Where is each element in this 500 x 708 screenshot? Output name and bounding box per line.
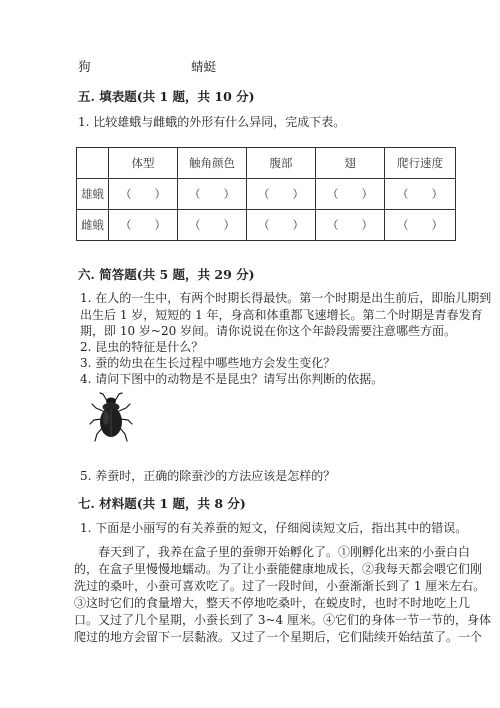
blank-cell[interactable]: （ ） xyxy=(109,210,178,241)
section-6-question-4: 4. 请问下图中的动物是不是昆虫？请写出你判断的依据。 xyxy=(80,372,384,386)
story-line: 的，在盒子里慢慢地蠕动。为了让小蚕能健康地成长，②我每天都会喂它们刚 xyxy=(74,562,483,576)
word-dragonfly: 蜻蜓 xyxy=(191,59,217,74)
blank-cell[interactable]: （ ） xyxy=(247,210,316,241)
table-header-cell: 翅 xyxy=(316,148,385,179)
section-6-question-5: 5. 养蚕时，正确的除蚕沙的方法应该是怎样的？ xyxy=(80,469,336,483)
question-line: 1. 在人的一生中，有两个时期长得最快。第一个时期是出生前后，即胎儿期到 xyxy=(80,291,492,305)
table-header-cell: 触角颜色 xyxy=(178,148,247,179)
table-header-cell xyxy=(77,148,109,179)
beetle-icon xyxy=(88,392,134,444)
row-label-male-moth: 雄蛾 xyxy=(77,179,109,210)
table-row xyxy=(77,179,456,210)
blank-cell[interactable]: （ ） xyxy=(109,179,178,210)
blank-cell[interactable]: （ ） xyxy=(385,179,456,210)
section-5-question-1: 1. 比较雄蛾与雌蛾的外形有什么异同，完成下表。 xyxy=(78,115,346,129)
story-line: 洗过的桑叶，小蚕可喜欢吃了。过了一段时间，小蚕渐渐长到了 1 厘米左右。 xyxy=(74,579,486,593)
table-header-row xyxy=(77,148,456,179)
blank-cell[interactable]: （ ） xyxy=(178,179,247,210)
table-header-cell: 体型 xyxy=(109,148,178,179)
story-line: 口。又过了几个星期，小蚕长到了 3~4 厘米。④它们的身体一节一节的，身体 xyxy=(74,613,491,627)
table-row xyxy=(77,210,456,241)
table-header-cell: 爬行速度 xyxy=(385,148,456,179)
question-line: 期，即 10 岁~20 岁间。请你说说在你这个年龄段需要注意哪些方面。 xyxy=(80,324,457,338)
silkworm-story xyxy=(74,544,491,646)
story-line: 春天到了，我养在盒子里的蚕卵开始孵化了。①刚孵化出来的小蚕白白 xyxy=(74,545,471,559)
section-6-question-1 xyxy=(80,290,492,340)
section-7-question-1: 1. 下面是小丽写的有关养蚕的短文，仔细阅读短文后，指出其中的错误。 xyxy=(80,521,468,535)
blank-cell[interactable]: （ ） xyxy=(316,179,385,210)
row-label-female-moth: 雌蛾 xyxy=(77,210,109,241)
comparison-table xyxy=(76,147,456,241)
blank-cell[interactable]: （ ） xyxy=(247,179,316,210)
story-line: ③这时它们的食量增大，整天不停地吃桑叶，在蜕皮时，也时不时地吃上几 xyxy=(74,596,471,610)
table-header-cell: 腹部 xyxy=(247,148,316,179)
section-5-heading: 五. 填表题(共 1 题，共 10 分) xyxy=(78,89,255,104)
blank-cell[interactable]: （ ） xyxy=(385,210,456,241)
section-6-question-3: 3. 蚕的幼虫在生长过程中哪些地方会发生变化？ xyxy=(80,356,336,370)
section-6-question-2: 2. 昆虫的特征是什么？ xyxy=(80,340,204,354)
word-dog: 狗 xyxy=(78,59,91,74)
section-7-heading: 七. 材料题(共 1 题，共 8 分) xyxy=(78,496,246,511)
section-6-heading: 六. 简答题(共 5 题，共 29 分) xyxy=(78,267,255,282)
question-line: 出生后 1 岁，短短的 1 年，身高和体重都飞速增长。第二个时期是青春发育 xyxy=(80,307,483,322)
story-line: 爬过的地方会留下一层黏液。又过了一个星期后，它们陆续开始结茧了。一个 xyxy=(74,630,483,644)
blank-cell[interactable]: （ ） xyxy=(316,210,385,241)
blank-cell[interactable]: （ ） xyxy=(178,210,247,241)
